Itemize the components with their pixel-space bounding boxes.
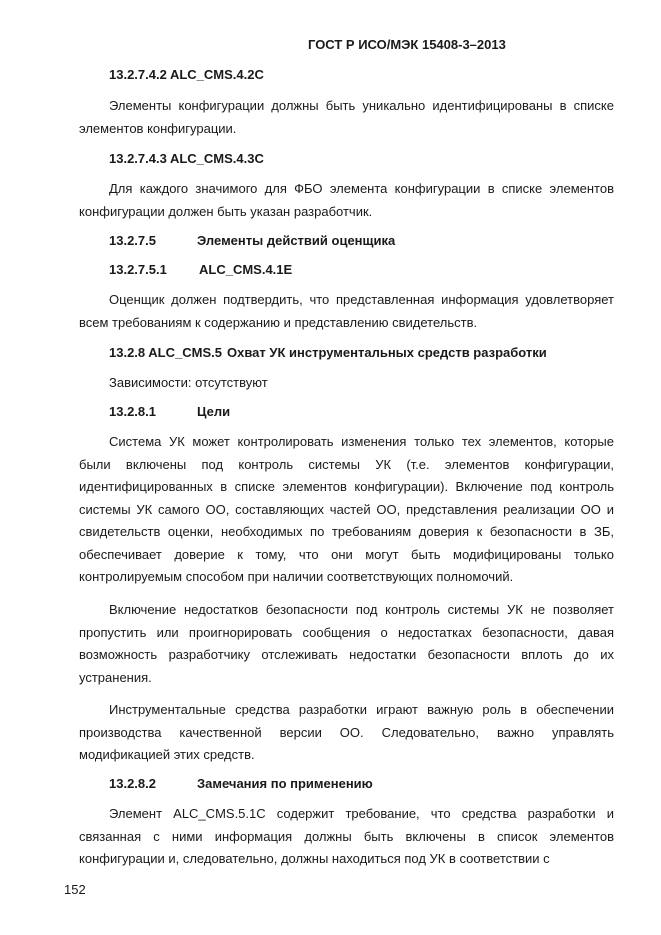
section-heading-13-2-7-4-3 [109, 150, 264, 168]
section-title: Замечания по применению [197, 776, 373, 791]
section-heading-13-2-8 [109, 344, 547, 362]
paragraph: Инструментальные средства разработки играют важную роль в обеспечении производства качественной версии ОО. Следовательно, важно управлять модификацией этих средств. [79, 702, 614, 762]
paragraph: Элементы конфигурации должны быть уникально идентифицированы в списке элементов конфигурации. [79, 98, 614, 136]
section-number: 13.2.8.1 [109, 404, 156, 419]
section-title: ALC_CMS.4.1E [199, 262, 293, 277]
paragraph: Для каждого значимого для ФБО элемента конфигурации в списке элементов конфигурации должен быть указан разработчик. [79, 181, 614, 219]
section-number: 13.2.8 ALC_CMS.5 [109, 345, 222, 360]
section-heading-13-2-7-5 [109, 232, 396, 250]
section-number: 13.2.7.4.2 ALC_CMS.4.2C [109, 67, 264, 82]
section-heading-13-2-7-4-2 [109, 66, 264, 84]
paragraph: Система УК может контролировать изменения только тех элементов, которые были включены под контроль системы УК (т.е. элементов конфигурации, идентифицированных в списке элементов конфигурации). Включение под контроль системы УК самого ОО, составляющих частей ОО, представления реализации ОО и свидетельств оценки, необходимых по требованиям доверия к безопасности в ЗБ, обеспечивает доверие к тому, что они могут быть модифицированы только контролируемым способом при наличии соответствующих полномочий. [79, 434, 614, 584]
section-heading-13-2-8-1 [109, 403, 231, 421]
paragraph: Элемент ALC_CMS.5.1C содержит требование, что средства разработки и связанная с ними информация должны быть включены в список элементов конфигурации и, следовательно, должны находиться под УК в соответствии с [79, 806, 614, 866]
section-title: Элементы действий оценщика [197, 233, 396, 248]
section-number: 13.2.7.5 [109, 233, 156, 248]
section-number: 13.2.7.4.3 ALC_CMS.4.3C [109, 151, 264, 166]
page-number: 152 [64, 882, 86, 897]
paragraph: Включение недостатков безопасности под контроль системы УК не позволяет пропустить или проигнорировать сообщения о недостатках безопасности, давая возможность разработчику отслеживать недостатки безопасности вплоть до их устранения. [79, 602, 614, 685]
section-heading-13-2-7-5-1 [109, 261, 293, 279]
section-title: Охват УК инструментальных средств разработки [227, 345, 547, 360]
paragraph-dependencies: Зависимости: отсутствуют [109, 375, 268, 390]
document-header: ГОСТ Р ИСО/МЭК 15408-3–2013 [308, 37, 506, 52]
section-number: 13.2.7.5.1 [109, 262, 167, 277]
section-heading-13-2-8-2 [109, 775, 373, 793]
section-title: Цели [197, 404, 231, 419]
paragraph: Оценщик должен подтвердить, что представленная информация удовлетворяет всем требованиям к содержанию и представлению свидетельств. [79, 292, 614, 330]
section-number: 13.2.8.2 [109, 776, 156, 791]
